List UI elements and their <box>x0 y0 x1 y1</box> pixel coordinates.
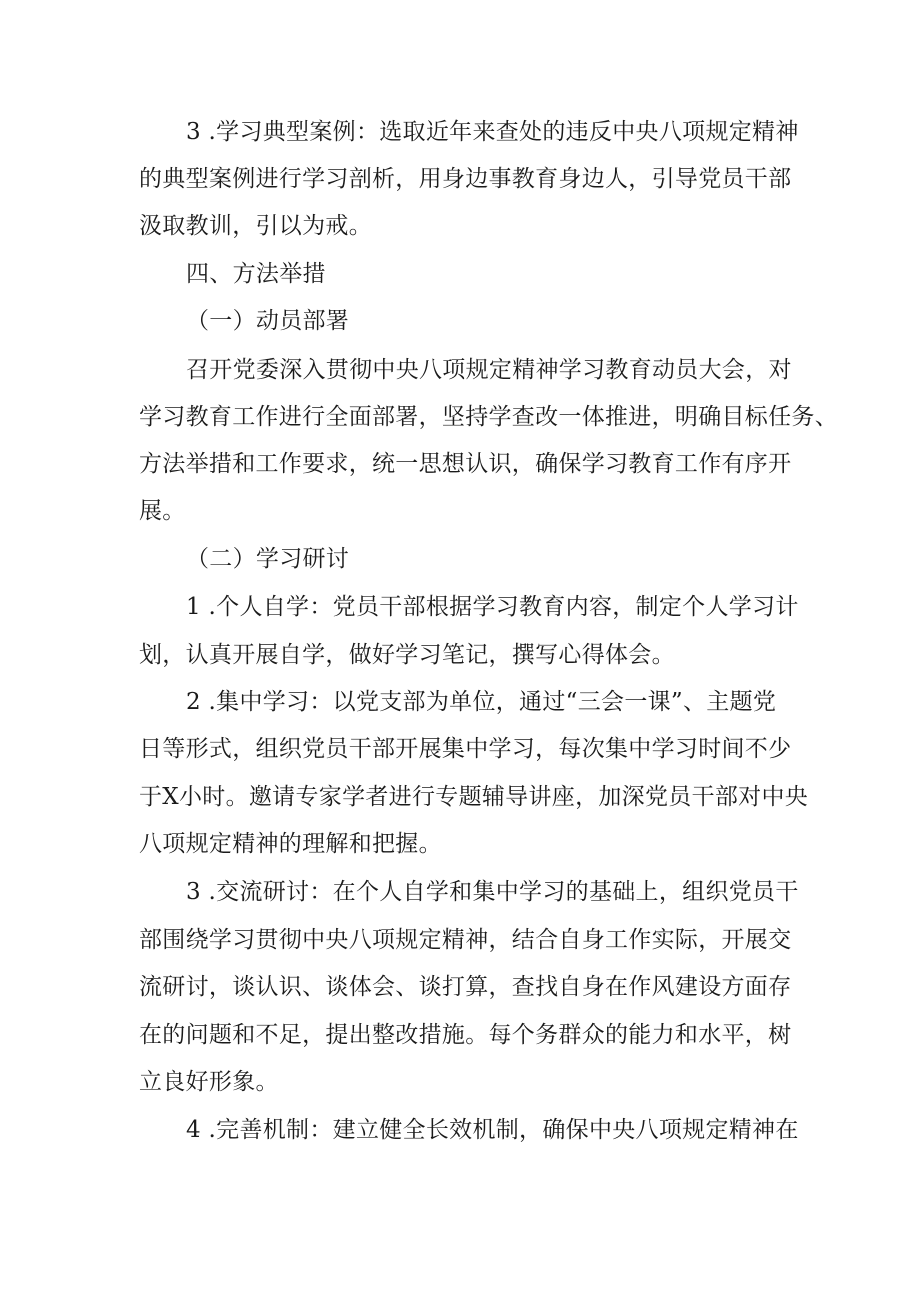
text-line: 日等形式，组织党员干部开展集中学习，每次集中学习时间不少 <box>139 736 792 762</box>
text-line: 展。 <box>139 498 186 524</box>
subsection-heading: （一）动员部署 <box>186 308 350 334</box>
text-line: 于X小时。邀请专家学者进行专题辅导讲座，加深党员干部对中央 <box>139 784 809 810</box>
text-line: 3 .交流研讨：在个人自学和集中学习的基础上，组织党员干 <box>186 879 799 905</box>
text-line: 召开党委深入贯彻中央八项规定精神学习教育动员大会，对 <box>186 357 792 383</box>
text-line: 流研讨，谈认识、谈体会、谈打算，查找自身在作风建设方面存 <box>139 974 792 1000</box>
subsection-heading: （二）学习研讨 <box>186 546 350 572</box>
section-heading: 四、方法举措 <box>186 261 326 287</box>
text-line: 的典型案例进行学习剖析，用身边事教育身边人，引导党员干部 <box>139 166 792 192</box>
text-line: 2 .集中学习：以党支部为单位，通过“三会一课”、主题党 <box>186 689 777 715</box>
text-line: 汲取教训，引以为戒。 <box>139 213 372 239</box>
text-line: 在的问题和不足，提出整改措施。每个务群众的能力和水平，树 <box>139 1022 792 1048</box>
text-line: 方法举措和工作要求，统一思想认识，确保学习教育工作有序开 <box>139 451 792 477</box>
text-line: 1 .个人自学：党员干部根据学习教育内容，制定个人学习计 <box>186 594 799 620</box>
text-line: 划，认真开展自学，做好学习笔记，撰写心得体会。 <box>139 642 675 668</box>
text-line: 3 .学习典型案例：选取近年来查处的违反中央八项规定精神 <box>186 119 799 145</box>
text-line: 学习教育工作进行全面部署，坚持学查改一体推进，明确目标任务、 <box>139 404 838 430</box>
text-line: 立良好形象。 <box>139 1069 279 1095</box>
text-line: 八项规定精神的理解和把握。 <box>139 831 442 857</box>
text-line: 部围绕学习贯彻中央八项规定精神，结合自身工作实际，开展交 <box>139 927 792 953</box>
text-line: 4 .完善机制：建立健全长效机制，确保中央八项规定精神在 <box>186 1117 799 1143</box>
